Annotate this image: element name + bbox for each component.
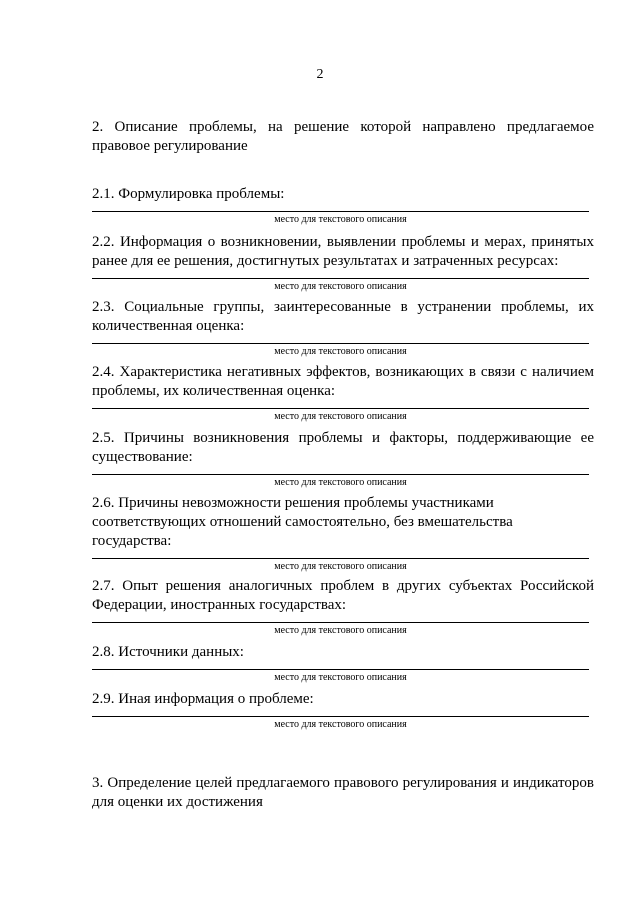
section-2-6-title-line1: 2.6. Причины невозможности решения проблемы участниками <box>92 495 494 511</box>
text-entry-line[interactable] <box>92 622 589 623</box>
text-entry-line[interactable] <box>92 278 589 279</box>
text-entry-line[interactable] <box>92 211 589 212</box>
section-2-8-title: 2.8. Источники данных: <box>92 644 244 660</box>
section-2-6-title-line2: соответствующих отношений самостоятельно, без вмешательства <box>92 514 513 530</box>
text-entry-caption: место для текстового описания <box>274 672 407 683</box>
section-2-6-title-line3: государства: <box>92 533 172 549</box>
text-entry-line[interactable] <box>92 343 589 344</box>
text-entry-caption: место для текстового описания <box>274 625 407 636</box>
section-2-4-title: 2.4. Характеристика негативных эффектов, возникающих в связи с наличием проблемы, их количественная оценка: <box>92 364 594 399</box>
text-entry-line[interactable] <box>92 408 589 409</box>
section-2-7 <box>92 577 594 637</box>
text-entry-caption: место для текстового описания <box>274 346 407 357</box>
section-2-2 <box>92 233 594 293</box>
text-entry-line[interactable] <box>92 669 589 670</box>
text-entry-line[interactable] <box>92 558 589 559</box>
text-entry-line[interactable] <box>92 716 589 717</box>
section-2-4 <box>92 363 594 423</box>
section-2-9 <box>92 690 594 731</box>
section-2-3-title: 2.3. Социальные группы, заинтересованные в устранении проблемы, их количественная оценка: <box>92 299 594 334</box>
section-2-3 <box>92 298 594 358</box>
section-2-1 <box>92 185 594 226</box>
section-2-6 <box>92 494 594 573</box>
section-2-5-title: 2.5. Причины возникновения проблемы и факторы, поддерживающие ее существование: <box>92 430 594 465</box>
text-entry-caption: место для текстового описания <box>274 281 407 292</box>
text-entry-caption: место для текстового описания <box>274 719 407 730</box>
text-entry-line[interactable] <box>92 474 589 475</box>
section-3-heading: 3. Определение целей предлагаемого правового регулирования и индикаторов для оценки их достижения <box>92 775 594 810</box>
section-2-9-title: 2.9. Иная информация о проблеме: <box>92 691 314 707</box>
text-entry-caption: место для текстового описания <box>274 561 407 572</box>
section-2-heading: 2. Описание проблемы, на решение которой направлено предлагаемое правовое регулирование <box>92 119 594 154</box>
section-2-8 <box>92 643 594 684</box>
section-2-7-title: 2.7. Опыт решения аналогичных проблем в других субъектах Российской Федерации, иностранных государствах: <box>92 578 594 613</box>
page-number: 2 <box>316 67 324 82</box>
text-entry-caption: место для текстового описания <box>274 477 407 488</box>
text-entry-caption: место для текстового описания <box>274 214 407 225</box>
text-entry-caption: место для текстового описания <box>274 411 407 422</box>
section-2-5 <box>92 429 594 489</box>
section-2-2-title: 2.2. Информация о возникновении, выявлении проблемы и мерах, принятых ранее для ее решения, достигнутых результатах и затраченных ресурсах: <box>92 234 594 269</box>
section-2-1-title: 2.1. Формулировка проблемы: <box>92 186 285 202</box>
